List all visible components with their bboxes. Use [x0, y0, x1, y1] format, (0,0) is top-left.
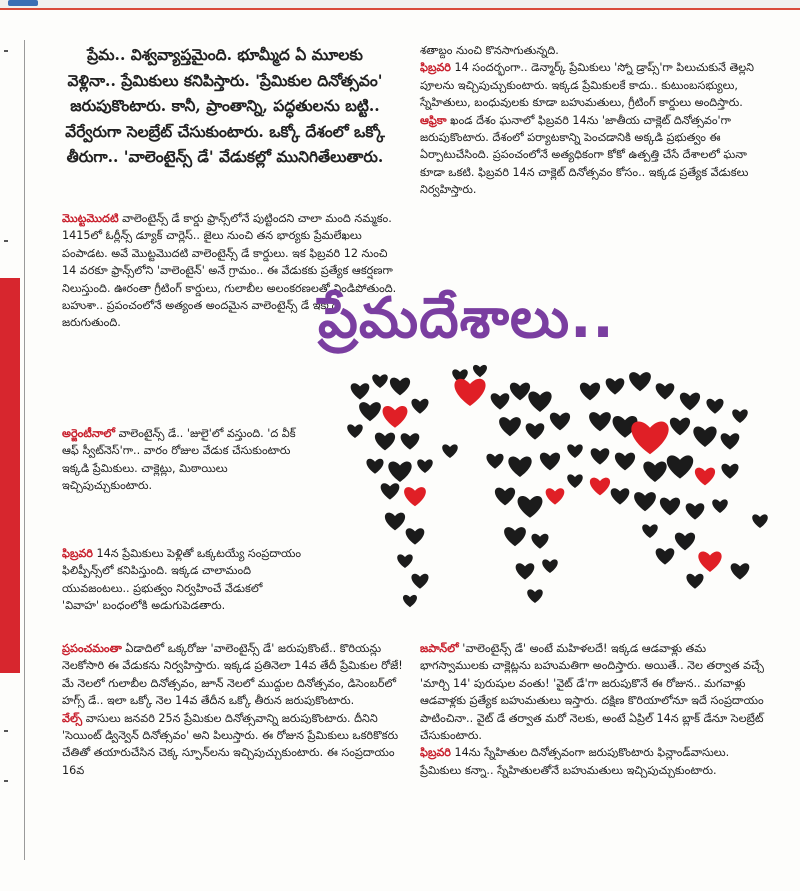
heart-shape [615, 453, 635, 471]
section-lead: ప్రపంచమంతా [62, 642, 122, 655]
heart-shape [454, 379, 485, 406]
section-lead: ఫిబ్రవరి [62, 547, 93, 560]
top-bar [0, 0, 800, 10]
heart-map-svg [300, 330, 780, 630]
section-lead: జపాన్‌లో [420, 642, 459, 655]
heart-shape [542, 559, 558, 573]
heart-shape [473, 365, 487, 377]
heart-shape [580, 383, 600, 401]
section-lead: ఆఫ్రికా [420, 113, 447, 127]
heart-shape [611, 488, 630, 504]
heart-shape [403, 595, 417, 607]
heart-shape [417, 459, 433, 473]
heart-shape [508, 457, 531, 477]
heart-shape [518, 496, 543, 518]
heart-shape [670, 418, 690, 436]
heart-shape [527, 589, 543, 603]
heart-shape [629, 372, 651, 391]
heart-shape [540, 453, 560, 471]
intro-paragraph: ప్రేమ.. విశ్వవ్యాప్తమైంది. భూమ్మీద ఏ మూలకు వెళ్లినా.. ప్రేమికులు కనిపిస్తారు. 'ప్రేమికుల దినోత్సవం' జరుపుకొంటారు. కానీ, ప్రాంతాన్ని, పద్ధతులను బట్టి.. వేర్వేరుగా సెలబ్రేట్ చేసుకుంటారు. ఒక్కో దేశంలో ఒక్కో తీరుగా.. 'వాలెంటైన్స్ డే' వేడుకల్లో మునిగితేలుతారు. [65, 45, 385, 166]
section-text: వాసులు జనవరి 25న ప్రేమికుల దినోత్సవాన్ని జరుపుకొంటారు. దీనిని 'సెయింట్ డ్విన్వెన్ దినోత్సవం' అని పిలుస్తారు. ఈ రోజున ప్రేమికులు ఒకరికొకరు చేతితో తయారుచేసిన చెక్క స్పూన్‌లను ఇచ్చిపుచ్చుకుంటారు. ఈ సంప్రదాయం 16వ [62, 711, 399, 777]
heart-shape [589, 412, 611, 431]
left-margin-strip [0, 40, 25, 860]
section-lead: ఫిబ్రవరి [420, 746, 451, 760]
top-rule [0, 8, 800, 10]
heart-shape [550, 413, 570, 431]
heart-shape [721, 464, 738, 479]
heart-world-map-icon [300, 330, 780, 630]
heart-shape [397, 554, 413, 568]
heart-shape [706, 399, 723, 414]
section-text: ఖండ దేశం ఘనాలో ఫిబ్రవరి 14ను 'జాతీయ చాక్లెట్ దినోత్సవం'గా జరుపుకొంటారు. దేశంలో పర్యాటకాన్ని పెంచడానికి అక్కడి ప్రభుత్వం ఈ ఏర్పాటుచేసింది. ప్రపంచంలోనే అత్యధికంగా కోకో ఉత్పత్తి చేసే దేశాలలో ఘనా కూడా ఒకటి. ఫిబ్రవరి 14న చాక్లెట్ దినోత్సవం కోసం.. ఇక్కడ ప్రత్యేక వేడుకలు నిర్వహిస్తారు. [420, 113, 749, 197]
heart-shape [686, 574, 703, 589]
heart-shape [526, 423, 545, 439]
heart-shape [528, 392, 551, 412]
heart-shape [680, 393, 700, 411]
heart-shape [752, 514, 768, 528]
heart-shape [404, 487, 426, 506]
heart-shape [504, 527, 526, 546]
heart-shape [383, 406, 408, 428]
heart-shape [606, 378, 625, 394]
top-logo-mark [8, 0, 38, 6]
heart-shape [495, 488, 515, 506]
heart-shape [567, 474, 583, 488]
headline: ప్రేమదేశాలు.. [318, 286, 615, 351]
heart-shape [388, 462, 411, 482]
heart-shape [411, 399, 428, 414]
heart-shape [546, 488, 565, 504]
heart-shape [656, 383, 675, 399]
heart-shape [660, 498, 680, 516]
continuation-text: శతాబ్దం నుంచి కొనసాగుతున్నది. [420, 44, 559, 57]
heart-shape [385, 513, 405, 531]
heart-shape [516, 563, 535, 579]
heart-shape [698, 552, 721, 572]
heart-shape [390, 378, 410, 396]
heart-shape [667, 455, 693, 478]
left-section-1 [62, 425, 302, 495]
heart-shape [591, 448, 610, 464]
section-text: 14న ప్రేమికులు పెళ్లితో ఒక్కటయ్యే సంప్రదాయం ఫిలిప్పీన్స్‌లో కనిపిస్తుంది. ఇక్కడ చాలామంది యువజంటలు.. ప్రభుత్వం నిర్వహించే వేడుకలో 'వివాహ' బంధంలోకి అడుగుపెడతారు. [62, 547, 302, 613]
heart-shape [347, 424, 363, 438]
heart-shape [401, 433, 420, 449]
margin-tick [4, 240, 8, 242]
heart-shape [486, 454, 503, 469]
section-text: ఏడాదిలో ఒక్కరోజు 'వాలెంటైన్స్ డే' జరుపుకొంటే.. కొరియన్లు నెలకోసారి ఈ వేడుకను నిర్వహిస్తారు. ఇక్కడ ప్రతినెలా 14వ తేదీ ప్రేమికుల రోజే! మే నెలలో గులాబీల దినోత్సవం, జూన్ నెలలో ముద్దుల దినోత్సవం, డిసెంబర్‌లో హగ్స్ డే.. ఇలా ఒక్కో నెల 14వ తేదీన ఒక్కో తీరున జరుపుకొంటారు. [62, 642, 403, 708]
heart-shape [686, 503, 705, 519]
heart-shape [510, 383, 530, 401]
margin-tick [4, 50, 8, 52]
heart-shape [643, 462, 666, 482]
heart-shape [406, 528, 425, 544]
bottom-left-sections [62, 640, 410, 779]
section-lead: మొట్టమొదటి [62, 212, 119, 225]
heart-shape [693, 427, 716, 447]
heart-shape [372, 374, 388, 388]
section-text: 14 సందర్భంగా.. డెన్మార్క్ ప్రేమికులు 'స్నో డ్రాప్స్'గా పిలుచుకునే తెల్లని పూలను ఇచ్చిపుచ్చుకుంటారు. ఇక్కడ ప్రేమికులకే కాదు.. కుటుంబసభ్యులు, స్నేహితులు, బంధువులకు కూడా బహుమతులు, గ్రీటింగ్ కార్డులు అందిస్తారు. [420, 61, 754, 110]
heart-shape [411, 574, 428, 589]
left-red-band [0, 278, 20, 673]
section-lead: అర్జెంటీనాలో [62, 427, 116, 440]
heart-shape [631, 421, 668, 454]
margin-tick [4, 730, 8, 732]
heart-shape [675, 533, 695, 551]
heart-shape [656, 548, 675, 564]
heart-shape [590, 478, 610, 496]
section-text: 'వాలెంటైన్స్ డే' అంటే మహిళలదే! ఇక్కడ ఆడవాళ్లు తమ భాగస్వాములకు చాక్లెట్లను బహుమతిగా అందిస్తారు. అయితే.. నెల తర్వాత వచ్చే 'మార్చి 14' పురుషుల వంతు! 'వైట్ డే'గా జరుపుకొనే ఈ రోజున.. మగవాళ్లు ఆడవాళ్లకు ప్రత్యేక బహుమతులు ఇస్తారు. దక్షిణ కొరియాలోనూ ఇదే సంప్రదాయం పాటించినా.. వైట్ డే తర్వాత మరో నెలకు, అంటే ఏప్రిల్ 14న బ్లాక్ డేనూ సెలబ్రేట్ చేసుకుంటారు. [420, 642, 764, 743]
heart-shape [359, 402, 381, 421]
heart-shape [721, 433, 740, 449]
right-top-column [420, 42, 760, 199]
heart-shape [642, 524, 658, 538]
heart-shape [731, 563, 750, 579]
left-section-2 [62, 545, 302, 615]
heart-shape [442, 444, 458, 458]
heart-shape [732, 409, 748, 423]
section-lead: ఫిబ్రవరి [420, 61, 451, 75]
right-bottom-column [420, 640, 770, 779]
heart-shape [695, 468, 715, 486]
margin-tick [4, 780, 8, 782]
section-text: వాలెంటైన్స్ డే కార్డు ఫ్రాన్స్‌లోనే పుట్టిందని చాలా మంది నమ్మకం. 1415లో ఓర్లీన్స్ డ్యూక్ చార్లెస్.. జైలు నుంచి తన భార్యకు ప్రేమలేఖలు పంపాడట. అవే మొట్టమొదటి వాలెంటైన్స్ డే కార్డులు. ఇక ఫిబ్రవరి 12 నుంచి 14 వరకూ ఫ్రాన్స్‌లోని 'వాలెంటైన్' అనే గ్రామం.. ఈ వేడుకకు ప్రత్యేక ఆకర్షణగా నిలుస్తుంది. ఊరంతా గ్రీటింగ్ కార్డులు, గులాబీల అలంకరణలతో నిండిపోతుంది. బహుశా.. ప్రపంచంలోనే అత్యంత అందమైన వాలెంటైన్స్ డే ఇక్కడే జరుగుతుంది. [62, 212, 397, 330]
section-text: 14ను స్నేహితుల దినోత్సవంగా జరుపుకొంటారు ఫిన్లాండ్‌వాసులు. ప్రేమికులు కన్నా.. స్నేహితులతోనే బహుమతులు ఇచ్చిపుచ్చుకుంటారు. [420, 746, 730, 777]
heart-shape [491, 393, 510, 409]
heart-shape [712, 499, 728, 513]
heart-shape [567, 444, 583, 458]
section-lead: వేల్స్ [62, 711, 83, 725]
heart-shape [375, 433, 395, 451]
heart-shape [351, 383, 370, 399]
heart-shape [366, 459, 383, 474]
heart-shape [531, 534, 548, 549]
heart-shape [381, 483, 400, 499]
heart-shape [634, 492, 656, 511]
section-text: వాలెంటైన్స్ డే.. 'జులై'లో వస్తుంది. 'ద వీక్ ఆఫ్ స్వీట్‌నెస్'గా.. వారం రోజుల వేడుక చేసుకుంటారు ఇక్కడి ప్రేమికులు. చాక్లెట్లు, మిఠాయిలు ఇచ్చిపుచ్చుకుంటారు. [62, 427, 296, 493]
heart-shape [499, 417, 521, 436]
